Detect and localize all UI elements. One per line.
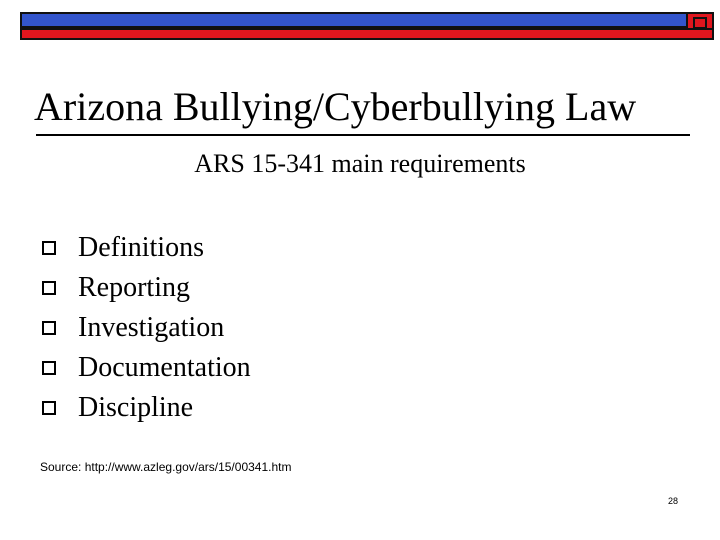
bullet-text: Reporting (78, 272, 190, 303)
slide-subtitle: ARS 15-341 main requirements (194, 149, 526, 178)
bullet-text: Discipline (78, 392, 194, 423)
square-bullet-icon (42, 361, 56, 375)
header-decoration (0, 0, 720, 42)
header-corner-inner-square (693, 17, 707, 29)
bullet-item (42, 268, 251, 308)
bullet-item (42, 308, 251, 348)
title-underline (36, 134, 690, 136)
bullet-item (42, 348, 251, 388)
source-citation: Source: http://www.azleg.gov/ars/15/00341.htm (40, 460, 292, 474)
square-bullet-icon (42, 401, 56, 415)
header-blue-bar (20, 12, 688, 28)
bullet-item (42, 228, 251, 268)
bullet-list (42, 228, 251, 428)
square-bullet-icon (42, 281, 56, 295)
bullet-item (42, 388, 251, 428)
bullet-text: Definitions (78, 232, 204, 263)
bullet-text: Investigation (78, 312, 225, 343)
page-number: 28 (667, 496, 678, 506)
square-bullet-icon (42, 321, 56, 335)
square-bullet-icon (42, 241, 56, 255)
header-red-bar (20, 28, 714, 40)
slide-title: Arizona Bullying/Cyberbullying Law (34, 84, 637, 129)
bullet-text: Documentation (78, 352, 251, 383)
